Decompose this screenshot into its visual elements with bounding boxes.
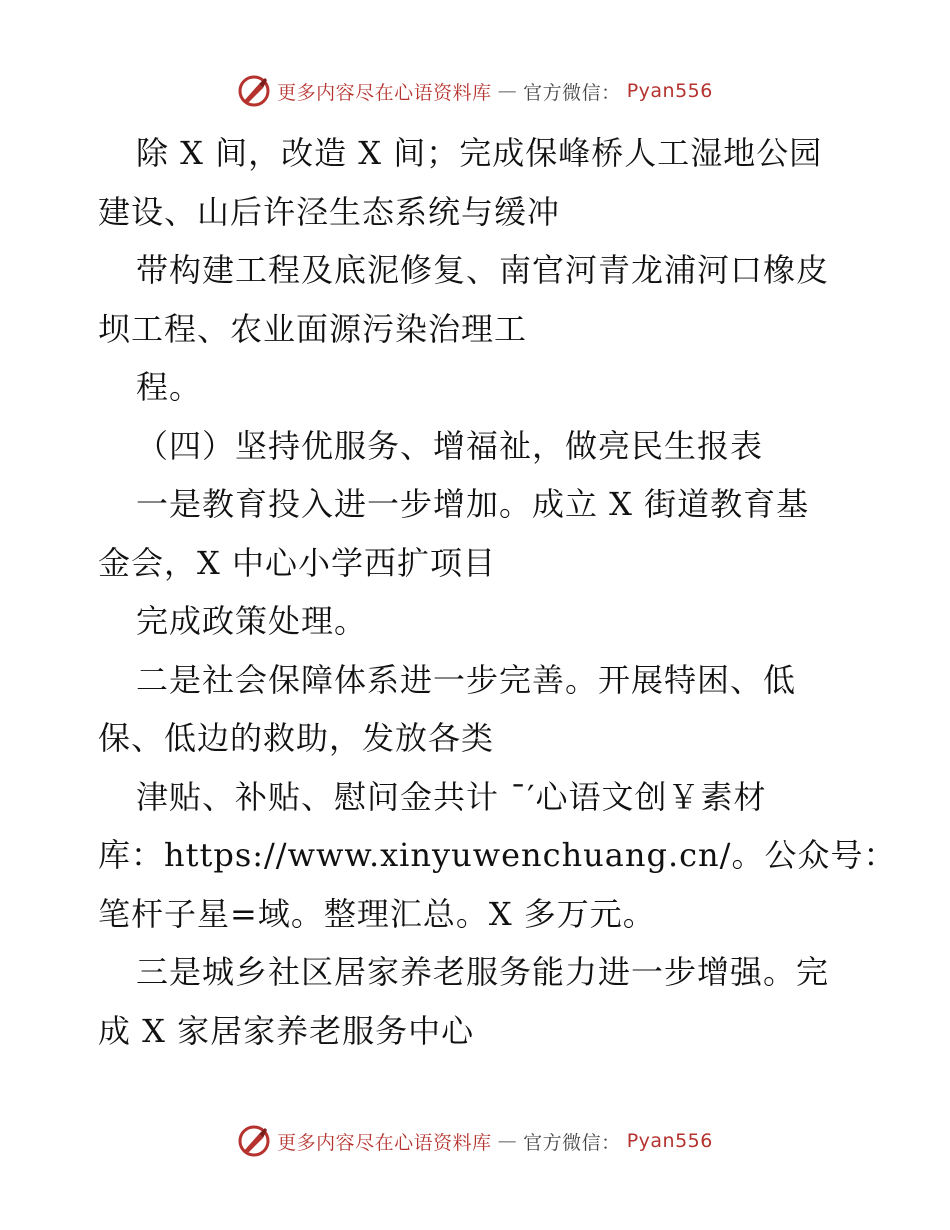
watermark-text: 更多内容尽在心语资料库 — [277, 1131, 492, 1154]
watermark-text: 更多内容尽在心语资料库 — [277, 81, 492, 104]
text-line: 一是教育投入进一步增加。成立 X 街道教育基 — [136, 485, 810, 523]
pen-logo-icon — [237, 74, 271, 108]
text-line: 二是社会保障体系进一步完善。开展特困、低 — [136, 660, 797, 699]
text-line-url: 库：https://www.xinyuwenchuang.cn/。公众号： — [98, 836, 897, 874]
watermark-official-label: 官方微信： — [523, 1131, 621, 1154]
text-line: 建设、山后许泾生态系统与缓冲 — [98, 192, 561, 231]
text-line: 除 X 间，改造 X 间；完成保峰桥人工湿地公园 — [136, 134, 823, 172]
text-line: 完成政策处理。 — [136, 602, 368, 640]
text-line: 津贴、补贴、慰问金共计 ¯′心语文创￥素材 — [136, 777, 767, 816]
watermark-wechat-id: Pyan556 — [626, 80, 713, 102]
text-line: 程。 — [136, 368, 203, 406]
text-line: 成 X 家居家养老服务中心 — [98, 1011, 475, 1050]
pen-logo-icon — [237, 1124, 271, 1158]
watermark-separator: — — [497, 80, 518, 102]
text-line: 带构建工程及底泥修复、南官河青龙浦河口橡皮 — [136, 251, 830, 289]
text-line: 保、低边的救助，发放各类 — [98, 719, 495, 757]
header-watermark — [0, 74, 950, 108]
text-line: 三是城乡社区居家养老服务能力进一步增强。完 — [136, 953, 830, 991]
watermark-wechat-id: Pyan556 — [626, 1130, 713, 1152]
section-heading: （四）坚持优服务、增福祉，做亮民生报表 — [136, 426, 764, 465]
watermark-separator: — — [497, 1130, 518, 1152]
text-line: 笔杆子星=域。整理汇总。X 多万元。 — [98, 894, 656, 933]
footer-watermark — [0, 1124, 950, 1158]
watermark-official-label: 官方微信： — [523, 81, 621, 104]
text-line: 金会，X 中心小学西扩项目 — [98, 543, 496, 582]
document-body — [98, 124, 897, 1060]
text-line: 坝工程、农业面源污染治理工 — [98, 309, 528, 348]
